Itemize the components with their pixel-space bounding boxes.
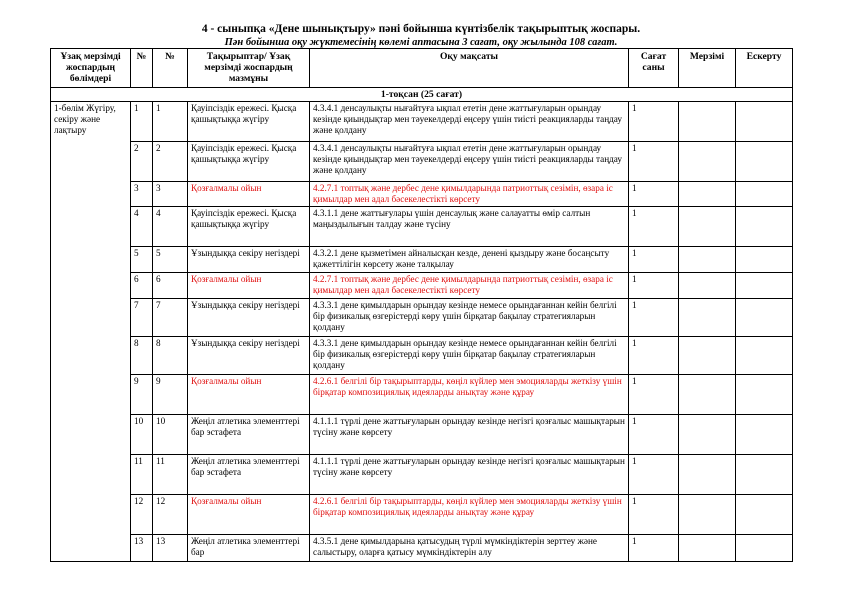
topic-cell: Қозғалмалы ойын — [188, 374, 310, 414]
note-cell — [736, 454, 793, 494]
hours-cell: 1 — [629, 141, 679, 181]
date-cell — [679, 336, 736, 374]
date-cell — [679, 494, 736, 534]
objective-cell: 4.3.3.1 дене қимылдарын орындау кезінде немесе орындағаннан кейін белгілі бір физикалық өзгерістерді көру үшін бірқатар бақылау стратегияларын қолдану — [310, 298, 629, 336]
col-header-topic: Тақырыптар/ Ұзақ мерзімді жоспардың мазмұны — [188, 49, 310, 88]
objective-cell: 4.3.4.1 денсаулықты нығайтуға ықпал ететін дене жаттығуларын орындау кезінде қиындықтар мен тәуекелдерді еңсеру үшін тиісті реакцияларды таңдау және қолдану — [310, 101, 629, 141]
hours-cell: 1 — [629, 534, 679, 561]
objective-cell: 4.1.1.1 түрлі дене жаттығуларын орындау кезінде негізгі қозғалыс машықтарын түсіну және көрсету — [310, 414, 629, 454]
date-cell — [679, 374, 736, 414]
date-cell — [679, 298, 736, 336]
lesson-index-cell: 12 — [153, 494, 188, 534]
objective-cell: 4.3.4.1 денсаулықты нығайтуға ықпал ететін дене жаттығуларын орындау кезінде қиындықтар мен тәуекелдерді еңсеру үшін тиісті реакцияларды таңдау және қолдану — [310, 141, 629, 181]
col-header-objective: Оқу мақсаты — [310, 49, 629, 88]
objective-cell: 4.2.6.1 белгілі бір тақырыптарды, көңіл күйлер мен эмоцияларды жеткізу үшін бірқатар композициялық идеяларды анықтау және құрау — [310, 494, 629, 534]
col-header-num2: № — [153, 49, 188, 88]
lesson-number-cell: 8 — [131, 336, 153, 374]
col-header-num1: № — [131, 49, 153, 88]
table-row — [51, 534, 793, 561]
lesson-index-cell: 5 — [153, 247, 188, 273]
objective-cell: 4.2.7.1 топтық және дербес дене қимылдарында патриоттық сезімін, өзара іс қимылдар мен адал бәсекелестікті көрсету — [310, 273, 629, 298]
note-cell — [736, 374, 793, 414]
plan-table — [50, 48, 793, 562]
date-cell — [679, 101, 736, 141]
lesson-number-cell: 12 — [131, 494, 153, 534]
objective-cell: 4.1.1.1 түрлі дене жаттығуларын орындау кезінде негізгі қозғалыс машықтарын түсіну және көрсету — [310, 454, 629, 494]
date-cell — [679, 534, 736, 561]
hours-cell: 1 — [629, 207, 679, 247]
lesson-number-cell: 6 — [131, 273, 153, 298]
objective-cell: 4.3.2.1 дене қызметімен айналысқан кезде, денені қыздыру және босаңсыту қажеттілігін көрсету және талқылау — [310, 247, 629, 273]
lesson-number-cell: 5 — [131, 247, 153, 273]
table-row — [51, 336, 793, 374]
topic-cell: Ұзындыққа секіру негіздері — [188, 247, 310, 273]
table-row — [51, 207, 793, 247]
lesson-number-cell: 2 — [131, 141, 153, 181]
hours-cell: 1 — [629, 181, 679, 206]
table-row — [51, 494, 793, 534]
table-row — [51, 414, 793, 454]
objective-cell: 4.3.5.1 дене қимылдарына қатысудың түрлі мүмкіндіктерін зерттеу және салыстыру, оларға қатысу мүмкіндіктерін алу — [310, 534, 629, 561]
table-row — [51, 273, 793, 298]
note-cell — [736, 298, 793, 336]
page-subtitle: Пән бойынша оқу жүктемесінің көлемі аптасына 3 сағат, оқу жылында 108 сағат. — [224, 37, 618, 48]
topic-cell: Қауіпсіздік ережесі. Қысқа қашықтыққа жүгіру — [188, 101, 310, 141]
table-row — [51, 247, 793, 273]
note-cell — [736, 273, 793, 298]
topic-cell: Қозғалмалы ойын — [188, 181, 310, 206]
hours-cell: 1 — [629, 374, 679, 414]
lesson-index-cell: 10 — [153, 414, 188, 454]
date-cell — [679, 414, 736, 454]
date-cell — [679, 141, 736, 181]
lesson-index-cell: 11 — [153, 454, 188, 494]
date-cell — [679, 247, 736, 273]
objective-cell: 4.3.3.1 дене қимылдарын орындау кезінде немесе орындағаннан кейін белгілі бір физикалық өзгерістерді көру үшін бірқатар бақылау стратегияларын қолдану — [310, 336, 629, 374]
note-cell — [736, 494, 793, 534]
lesson-number-cell: 9 — [131, 374, 153, 414]
lesson-index-cell: 8 — [153, 336, 188, 374]
lesson-index-cell: 3 — [153, 181, 188, 206]
table-row — [51, 101, 793, 141]
hours-cell: 1 — [629, 298, 679, 336]
date-cell — [679, 181, 736, 206]
date-cell — [679, 273, 736, 298]
hours-cell: 1 — [629, 454, 679, 494]
note-cell — [736, 207, 793, 247]
col-header-date: Мерзімі — [679, 49, 736, 88]
lesson-index-cell: 13 — [153, 534, 188, 561]
lesson-index-cell: 9 — [153, 374, 188, 414]
lesson-index-cell: 4 — [153, 207, 188, 247]
note-cell — [736, 141, 793, 181]
hours-cell: 1 — [629, 247, 679, 273]
objective-cell: 4.3.1.1 дене жаттығулары үшін денсаулық және салауатты өмір салтын маңыздылығын талдау және түсіну — [310, 207, 629, 247]
note-cell — [736, 247, 793, 273]
section-cell: 1-бөлім Жүгіру, секіру және лақтыру — [51, 101, 131, 561]
quarter-label: 1-тоқсан (25 сағат) — [51, 87, 793, 101]
objective-cell: 4.2.7.1 топтық және дербес дене қимылдарында патриоттық сезімін, өзара іс қимылдар мен адал бәсекелестікті көрсету — [310, 181, 629, 206]
objective-cell: 4.2.6.1 белгілі бір тақырыптарды, көңіл күйлер мен эмоцияларды жеткізу үшін бірқатар композициялық идеяларды анықтау және құрау — [310, 374, 629, 414]
page-title: 4 - сыныпқа «Дене шынықтыру» пәні бойынша күнтізбелік тақырыптық жоспары. — [201, 23, 641, 35]
topic-cell: Қауіпсіздік ережесі. Қысқа қашықтыққа жүгіру — [188, 207, 310, 247]
note-cell — [736, 534, 793, 561]
topic-cell: Жеңіл атлетика элементтері бар эстафета — [188, 454, 310, 494]
table-row — [51, 181, 793, 206]
topic-cell: Жеңіл атлетика элементтері бар эстафета — [188, 414, 310, 454]
topic-cell: Ұзындыққа секіру негіздері — [188, 298, 310, 336]
date-cell — [679, 207, 736, 247]
lesson-number-cell: 11 — [131, 454, 153, 494]
note-cell — [736, 101, 793, 141]
topic-cell: Қауіпсіздік ережесі. Қысқа қашықтыққа жүгіру — [188, 141, 310, 181]
note-cell — [736, 181, 793, 206]
hours-cell: 1 — [629, 273, 679, 298]
lesson-number-cell: 3 — [131, 181, 153, 206]
table-row — [51, 374, 793, 414]
lesson-index-cell: 1 — [153, 101, 188, 141]
lesson-number-cell: 13 — [131, 534, 153, 561]
topic-cell: Қозғалмалы ойын — [188, 494, 310, 534]
lesson-number-cell: 10 — [131, 414, 153, 454]
topic-cell: Ұзындыққа секіру негіздері — [188, 336, 310, 374]
date-cell — [679, 454, 736, 494]
lesson-number-cell: 7 — [131, 298, 153, 336]
hours-cell: 1 — [629, 494, 679, 534]
col-header-hours: Сағат саны — [629, 49, 679, 88]
table-row — [51, 298, 793, 336]
table-row — [51, 141, 793, 181]
table-header-row — [51, 49, 793, 88]
topic-cell: Жеңіл атлетика элементтері бар — [188, 534, 310, 561]
lesson-number-cell: 1 — [131, 101, 153, 141]
note-cell — [736, 336, 793, 374]
col-header-note: Ескерту — [736, 49, 793, 88]
hours-cell: 1 — [629, 336, 679, 374]
lesson-number-cell: 4 — [131, 207, 153, 247]
table-row — [51, 454, 793, 494]
quarter-row — [51, 87, 793, 101]
hours-cell: 1 — [629, 101, 679, 141]
topic-cell: Қозғалмалы ойын — [188, 273, 310, 298]
hours-cell: 1 — [629, 414, 679, 454]
lesson-index-cell: 6 — [153, 273, 188, 298]
col-header-section: Ұзақ мерзімді жоспардың бөлімдері — [51, 49, 131, 88]
note-cell — [736, 414, 793, 454]
lesson-index-cell: 2 — [153, 141, 188, 181]
lesson-index-cell: 7 — [153, 298, 188, 336]
